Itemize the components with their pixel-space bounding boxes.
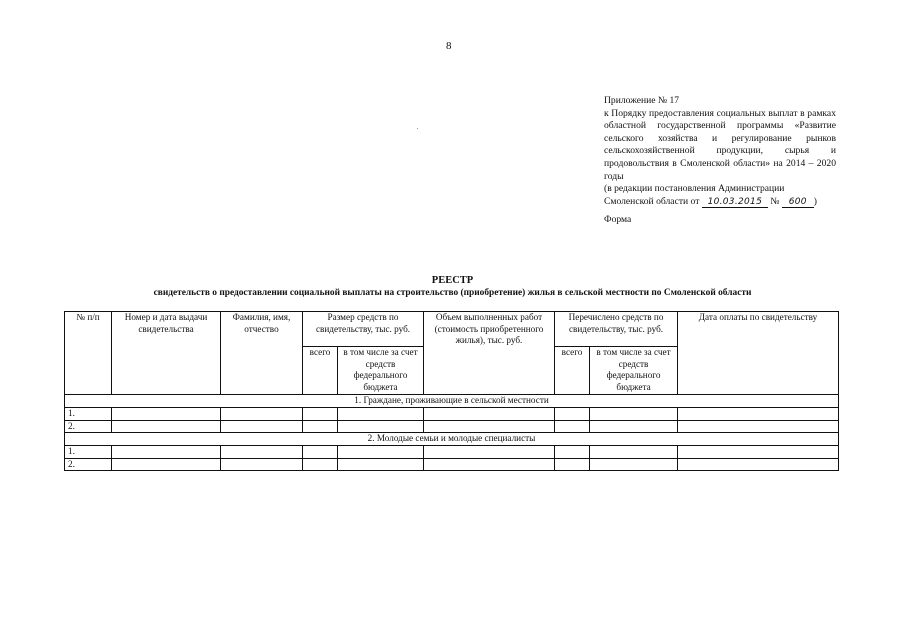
section-title: 2. Молодые семьи и молодые специалисты xyxy=(65,433,839,446)
section-title: 1. Граждане, проживающие в сельской местности xyxy=(65,395,839,408)
document-subtitle: свидетельств о предоставлении социальной выплаты на строительство (приобретение) жилья в сельской местности по Смоленской области xyxy=(153,288,752,298)
row-number: 1. xyxy=(65,408,112,421)
subheader-total: всего xyxy=(303,347,338,395)
document-title: РЕЕСТР xyxy=(431,275,474,286)
subheader-total-transferred: всего xyxy=(555,347,590,395)
form-label: Форма xyxy=(604,214,632,225)
header-funds-amount: Размер средств по свидетельству, тыс. руб. xyxy=(303,312,424,347)
subheader-federal-transferred: в том числе за счет средств федерального бюджета xyxy=(590,347,678,395)
scan-speck xyxy=(417,128,418,129)
table-row xyxy=(65,420,839,433)
appendix-text: к Порядку предоставления социальных выплат в рамках областной государственной программы «Развитие сельского хозяйства и регулирование рынков сельскохозяйственной продукции, сырья и продовольствия в Смоленской области» на 2014 – 2020 годы xyxy=(604,107,836,182)
header-transferred: Перечислено средств по свидетельству, тыс. руб. xyxy=(555,312,678,347)
appendix-title: Приложение № 17 xyxy=(604,95,680,106)
row-number: 1. xyxy=(65,446,112,459)
header-num: № п/п xyxy=(65,312,112,395)
registry-table xyxy=(64,311,839,471)
table-row xyxy=(65,408,839,421)
table-row xyxy=(65,458,839,471)
header-full-name: Фамилия, имя, отчество xyxy=(221,312,303,395)
row-number: 2. xyxy=(65,458,112,471)
edition-prefix: Смоленской области от xyxy=(604,195,700,207)
handwritten-number: 600 xyxy=(782,197,814,208)
subheader-federal: в том числе за счет средств федерального бюджета xyxy=(338,347,424,395)
appendix-block xyxy=(604,95,836,208)
handwritten-date: 10.03.2015 xyxy=(702,197,768,208)
header-payment-date: Дата оплаты по свидетельству xyxy=(678,312,839,395)
row-number: 2. xyxy=(65,420,112,433)
table-row xyxy=(65,446,839,459)
appendix-edition-line: (в редакции постановления Администрации xyxy=(604,183,785,195)
edition-number-label: № xyxy=(770,195,780,207)
appendix-edition-ref xyxy=(604,196,836,209)
header-cert-number-date: Номер и дата выдачи свидетельства xyxy=(112,312,221,395)
header-work-volume: Объем выполненных работ (стоимость приобретенного жилья), тыс. руб. xyxy=(424,312,555,395)
page-number: 8 xyxy=(446,40,452,52)
edition-close: ) xyxy=(813,195,817,207)
